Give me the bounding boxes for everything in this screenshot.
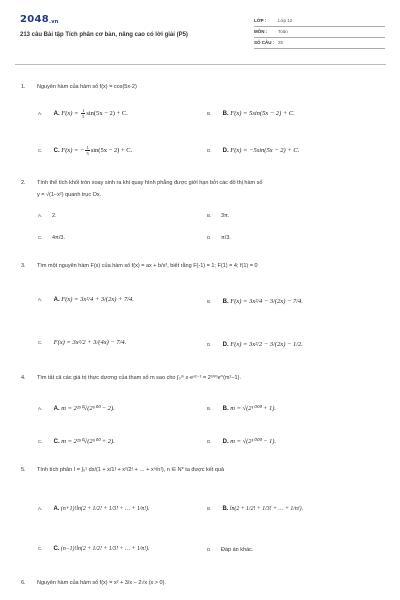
option-prefix: A. — [53, 506, 60, 512]
question-text: Tìm tất cả các giá trị thực dương của tham số m sao cho ∫₀ᵐ x·eˣ²⁻¹ = 2⁵⁰⁰e^(m²−1). — [37, 375, 241, 381]
question-4 — [21, 375, 381, 381]
meta-key: MÔN : — [254, 29, 268, 34]
question-2 — [21, 180, 381, 186]
option-2a[interactable] — [38, 213, 57, 219]
option-letter: D. — [207, 342, 212, 347]
option-expr: F(x) = 3x²/4 − 3/(2x) − 7/4. — [230, 298, 303, 305]
meta-key: LỚP : — [254, 18, 267, 23]
question-number: 1. — [21, 84, 26, 90]
meta-row-subject — [254, 27, 385, 38]
option-expr: Đáp án khác. — [221, 547, 254, 553]
option-prefix: A. — [53, 406, 60, 412]
meta-table — [254, 16, 385, 49]
option-expr: ln(2 + 1/2! + 1/3! + … + 1/n!). — [229, 506, 304, 512]
question-number: 6. — [21, 580, 26, 586]
option-prefix: D. — [222, 342, 229, 348]
question-text: Tính tích phân I = ∫₀¹ dx/(1 + x/1! + x²/2! + … + xⁿ/n!), n ∈ N* ta được kết quả — [37, 467, 225, 473]
option-letter: A. — [38, 213, 43, 218]
option-expr: 2. — [52, 213, 57, 219]
option-4a[interactable] — [38, 404, 115, 412]
option-tail: sin(5x − 2) + C. — [90, 146, 133, 154]
question-5 — [21, 467, 381, 473]
question-number: 4. — [21, 375, 26, 381]
option-prefix: C. — [53, 439, 60, 445]
option-letter: C. — [38, 546, 43, 551]
meta-value: Lớp 12 — [278, 18, 293, 23]
option-expr: m = 2²⁵⁰√(2⁵⁰⁰ − 2). — [61, 405, 115, 412]
site-logo[interactable] — [20, 14, 59, 25]
option-letter: A. — [38, 297, 43, 302]
option-expr: π/3. — [221, 235, 231, 241]
option-letter: B. — [207, 213, 212, 218]
page-header — [20, 14, 385, 60]
question-1 — [21, 84, 137, 90]
option-expr: 4π/3. — [52, 235, 65, 241]
option-expr: 3π. — [221, 213, 230, 219]
document-title: 213 câu Bài tập Tích phân cơ bản, nâng cao có lời giải (P5) — [20, 32, 188, 38]
question-text: Tính thể tích khối tròn xoay sinh ra khi quay hình phẳng được giới hạn bởi các đồ thị hàm số — [37, 180, 263, 186]
question-number: 2. — [21, 180, 26, 186]
option-letter: C. — [38, 340, 43, 345]
question-text: Nguyên hàm của hàm số f(x) = cos(5x-2) — [37, 84, 137, 90]
option-letter: B. — [207, 406, 212, 411]
meta-key: SỐ CÂU : — [254, 40, 275, 45]
option-letter: B. — [207, 506, 212, 511]
option-letter: C. — [38, 147, 43, 153]
option-letter: D. — [207, 439, 212, 444]
option-letter: B. — [207, 299, 212, 304]
option-letter: A. — [38, 406, 43, 411]
option-prefix: B. — [222, 506, 229, 512]
option-5d[interactable] — [207, 547, 253, 553]
option-prefix: C. — [53, 147, 60, 154]
meta-row-count — [254, 38, 385, 49]
option-prefix: B. — [222, 111, 229, 117]
option-prefix: B. — [222, 406, 229, 412]
question-text: Tìm một nguyên hàm F(x) của hàm số f(x) = ax + b/x², biết rằng F(-1) = 1; F(1) = 4; f(1) = 0 — [37, 263, 258, 269]
option-1d[interactable] — [207, 147, 299, 154]
option-1c[interactable] — [38, 145, 132, 156]
meta-value: Toán — [278, 29, 288, 34]
option-2d[interactable] — [207, 235, 231, 241]
option-4d[interactable] — [207, 437, 276, 445]
option-3b[interactable] — [207, 298, 303, 305]
option-3d[interactable] — [207, 341, 303, 348]
option-expr: m = √(2¹⁰⁰⁰ − 1). — [230, 438, 277, 445]
option-letter: C. — [38, 439, 43, 444]
option-letter: D. — [207, 235, 212, 240]
option-expr: m = √(2¹⁰⁰⁰ + 1). — [230, 405, 277, 412]
option-expr: m = 2²⁵⁰√(2⁵⁰⁰ + 2). — [61, 438, 115, 445]
option-expr: F(x) = 3x²/2 − 3/(2x) − 1/2. — [230, 341, 303, 348]
option-expr: (n−1)!ln(2 + 1/2! + 1/3! + … + 1/n!). — [60, 546, 150, 552]
meta-value: 25 — [278, 40, 284, 45]
option-letter: D. — [207, 148, 212, 153]
header-divider — [15, 64, 386, 65]
question-number: 5. — [21, 467, 26, 473]
question-text: Nguyên hàm của hàm số f(x) = x² + 3/x − 2√x (x > 0). — [37, 580, 166, 586]
option-prefix: B. — [222, 299, 229, 305]
option-5b[interactable] — [207, 506, 303, 512]
meta-row-class — [254, 16, 385, 27]
option-1b[interactable] — [207, 110, 295, 117]
option-letter: C. — [38, 235, 43, 240]
fraction: $\frac{1}{5}$ — [82, 108, 85, 119]
logo-suffix: .vn — [49, 19, 59, 25]
option-2b[interactable] — [207, 213, 229, 219]
option-expr: F(x) = — [61, 109, 81, 117]
option-3a[interactable] — [38, 296, 134, 303]
option-letter: D. — [207, 547, 212, 552]
option-3c[interactable] — [38, 339, 126, 346]
question-6 — [21, 580, 381, 586]
option-4c[interactable] — [38, 437, 115, 445]
option-letter: A. — [38, 110, 43, 116]
option-letter: B. — [207, 111, 212, 116]
option-prefix: C. — [53, 546, 60, 552]
question-2-cont: y = √(1−x²) quanh trục Ox. — [37, 192, 102, 198]
option-letter: A. — [38, 506, 43, 511]
option-2c[interactable] — [38, 235, 65, 241]
option-prefix: A. — [53, 110, 60, 117]
question-number: 3. — [21, 263, 26, 269]
fraction: $\frac{1}{5}$ — [86, 145, 89, 156]
option-expr: F(x) = 5sin(5x − 2) + C. — [230, 110, 295, 117]
option-prefix: A. — [53, 297, 60, 303]
option-expr: F(x) = −5sin(5x − 2) + C. — [230, 147, 300, 154]
logo-text: 2048 — [20, 14, 50, 25]
option-4b[interactable] — [207, 404, 276, 412]
option-expr: F(x) = − — [61, 146, 85, 154]
option-expr: F(x) = 3x²/4 + 3/(2x) + 7/4. — [61, 296, 134, 303]
option-tail: sin(5x − 2) + C. — [86, 109, 128, 117]
option-5a[interactable] — [38, 506, 150, 512]
option-1a[interactable] — [38, 108, 128, 119]
option-expr: F(x) = 3x²/2 + 3/(4x) − 7/4. — [53, 339, 127, 346]
question-3 — [21, 263, 381, 269]
option-prefix: D. — [222, 439, 229, 445]
option-5c[interactable] — [38, 546, 150, 552]
option-expr: (n+1)!ln(2 + 1/2! + 1/3! + … + 1/n!). — [60, 506, 150, 512]
option-prefix: D. — [222, 148, 229, 154]
